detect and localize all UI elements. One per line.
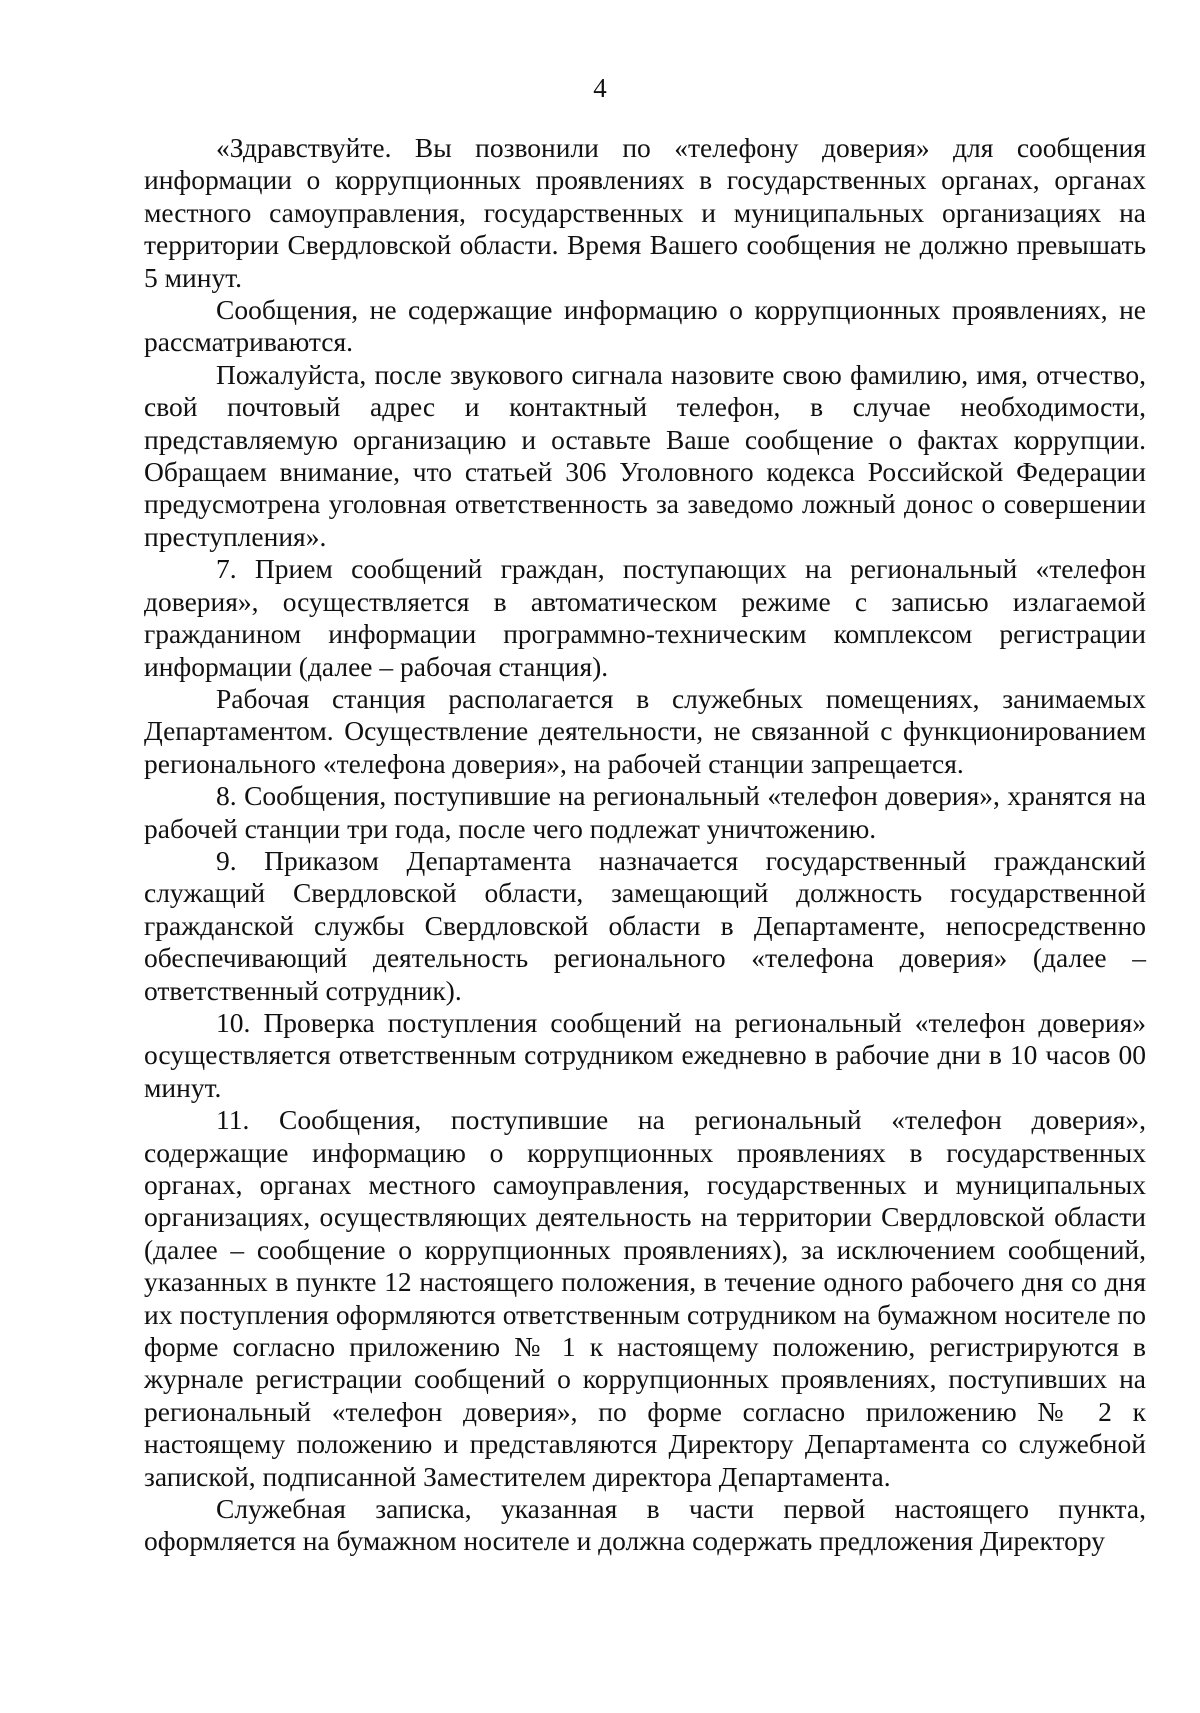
paragraph-item-7: 7. Прием сообщений граждан, поступающих на региональный «телефон доверия», осуществляется в автоматическом режиме с записью излагаемой гражданином информации программно-техническим комплексом регистрации информации (далее – рабочая станция). <box>144 553 1146 682</box>
paragraph-instructions: Пожалуйста, после звукового сигнала назовите свою фамилию, имя, отчество, свой почтовый адрес и контактный телефон, в случае необходимости, представляемую организацию и оставьте Ваше сообщение о фактах коррупции. Обращаем внимание, что статьей 306 Уголовного кодекса Российской Федерации предусмотрена уголовная ответственность за заведомо ложный донос о совершении преступления». <box>144 358 1146 552</box>
paragraph-greeting: «Здравствуйте. Вы позвонили по «телефону доверия» для сообщения информации о коррупционных проявлениях в государственных органах, органах местного самоуправления, государственных и муниципальных организациях на территории Свердловской области. Время Вашего сообщения не должно превышать 5 минут. <box>144 132 1146 293</box>
paragraph-not-considered: Сообщения, не содержащие информацию о коррупционных проявлениях, не рассматриваются. <box>144 294 1146 358</box>
paragraph-memo: Служебная записка, указанная в части первой настоящего пункта, оформляется на бумажном носителе и должна содержать предложения Директору <box>144 1493 1146 1557</box>
document-body <box>144 132 1146 1558</box>
paragraph-item-11: 11. Сообщения, поступившие на региональный «телефон доверия», содержащие информацию о коррупционных проявлениях в государственных органах, органах местного самоуправления, государственных и муниципальных организациях, осуществляющих деятельность на территории Свердловской области (далее – сообщение о коррупционных проявлениях), за исключением сообщений, указанных в пункте 12 настоящего положения, в течение одного рабочего дня со дня их поступления оформляются ответственным сотрудником на бумажном носителе по форме согласно приложению № 1 к настоящему положению, регистрируются в журнале регистрации сообщений о коррупционных проявлениях, поступивших на региональный «телефон доверия», по форме согласно приложению № 2 к настоящему положению и представляются Директору Департамента со служебной запиской, подписанной Заместителем директора Департамента. <box>144 1104 1146 1492</box>
page-number: 4 <box>593 73 607 103</box>
paragraph-item-10: 10. Проверка поступления сообщений на региональный «телефон доверия» осуществляется ответственным сотрудником ежедневно в рабочие дни в 10 часов 00 минут. <box>144 1006 1146 1103</box>
paragraph-workstation: Рабочая станция располагается в служебных помещениях, занимаемых Департаментом. Осуществление деятельности, не связанной с функционированием регионального «телефона доверия», на рабочей станции запрещается. <box>144 682 1146 779</box>
paragraph-item-8: 8. Сообщения, поступившие на региональный «телефон доверия», хранятся на рабочей станции три года, после чего подлежат уничтожению. <box>144 780 1146 844</box>
paragraph-item-9: 9. Приказом Департамента назначается государственный гражданский служащий Свердловской области, замещающий должность государственной гражданской службы Свердловской области в Департаменте, непосредственно обеспечивающий деятельность регионального «телефона доверия» (далее – ответственный сотрудник). <box>144 844 1146 1006</box>
